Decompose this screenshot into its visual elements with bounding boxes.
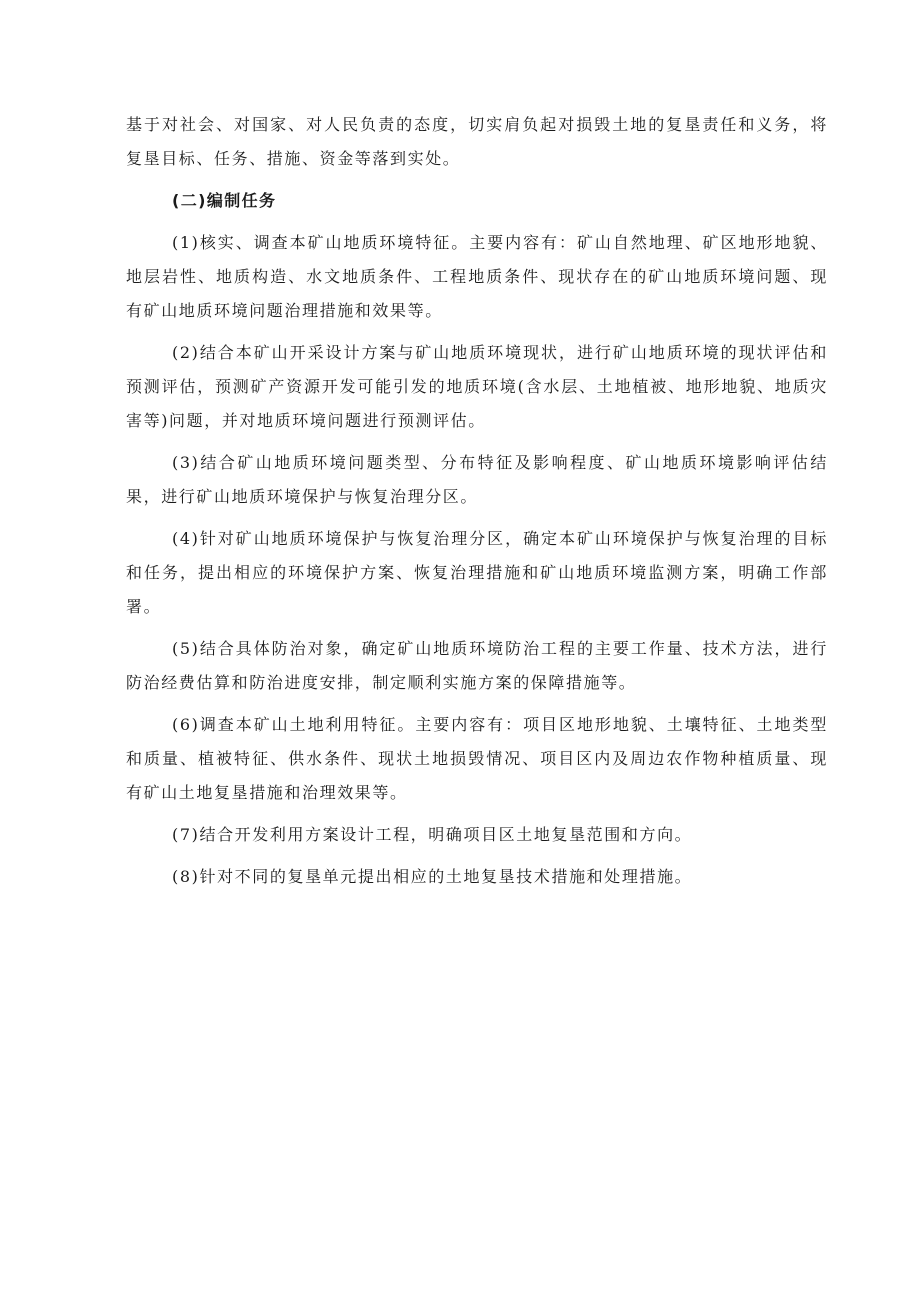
task-item-2: (2)结合本矿山开采设计方案与矿山地质环境现状，进行矿山地质环境的现状评估和预测评估，预测矿产资源开发可能引发的地质环境(含水层、土地植被、地形地貌、地质灾害等)问题，并对地质环境问题进行预测评估。 [126, 343, 828, 430]
task-item-5: (5)结合具体防治对象，确定矿山地质环境防治工程的主要工作量、技术方法，进行防治经费估算和防治进度安排，制定顺利实施方案的保障措施等。 [126, 639, 828, 692]
intro-paragraph: 基于对社会、对国家、对人民负责的态度，切实肩负起对损毁土地的复垦责任和义务，将复垦目标、任务、措施、资金等落到实处。 [126, 115, 828, 168]
task-item-4: (4)针对矿山地质环境保护与恢复治理分区，确定本矿山环境保护与恢复治理的目标和任务，提出相应的环境保护方案、恢复治理措施和矿山地质环境监测方案，明确工作部署。 [126, 529, 828, 616]
task-item-6: (6)调查本矿山土地利用特征。主要内容有：项目区地形地貌、土壤特征、土地类型和质量、植被特征、供水条件、现状土地损毁情况、项目区内及周边农作物种植质量、现有矿山土地复垦措施和治理效果等。 [126, 715, 828, 802]
task-item-7: (7)结合开发利用方案设计工程，明确项目区土地复垦范围和方向。 [172, 825, 693, 844]
document-body [126, 108, 828, 902]
section-heading: (二)编制任务 [172, 191, 277, 210]
task-item-1: (1)核实、调查本矿山地质环境特征。主要内容有：矿山自然地理、矿区地形地貌、地层岩性、地质构造、水文地质条件、工程地质条件、现状存在的矿山地质环境问题、现有矿山地质环境问题治理措施和效果等。 [126, 233, 828, 320]
task-item-3: (3)结合矿山地质环境问题类型、分布特征及影响程度、矿山地质环境影响评估结果，进行矿山地质环境保护与恢复治理分区。 [126, 453, 828, 506]
task-item-8: (8)针对不同的复垦单元提出相应的土地复垦技术措施和处理措施。 [172, 867, 693, 886]
